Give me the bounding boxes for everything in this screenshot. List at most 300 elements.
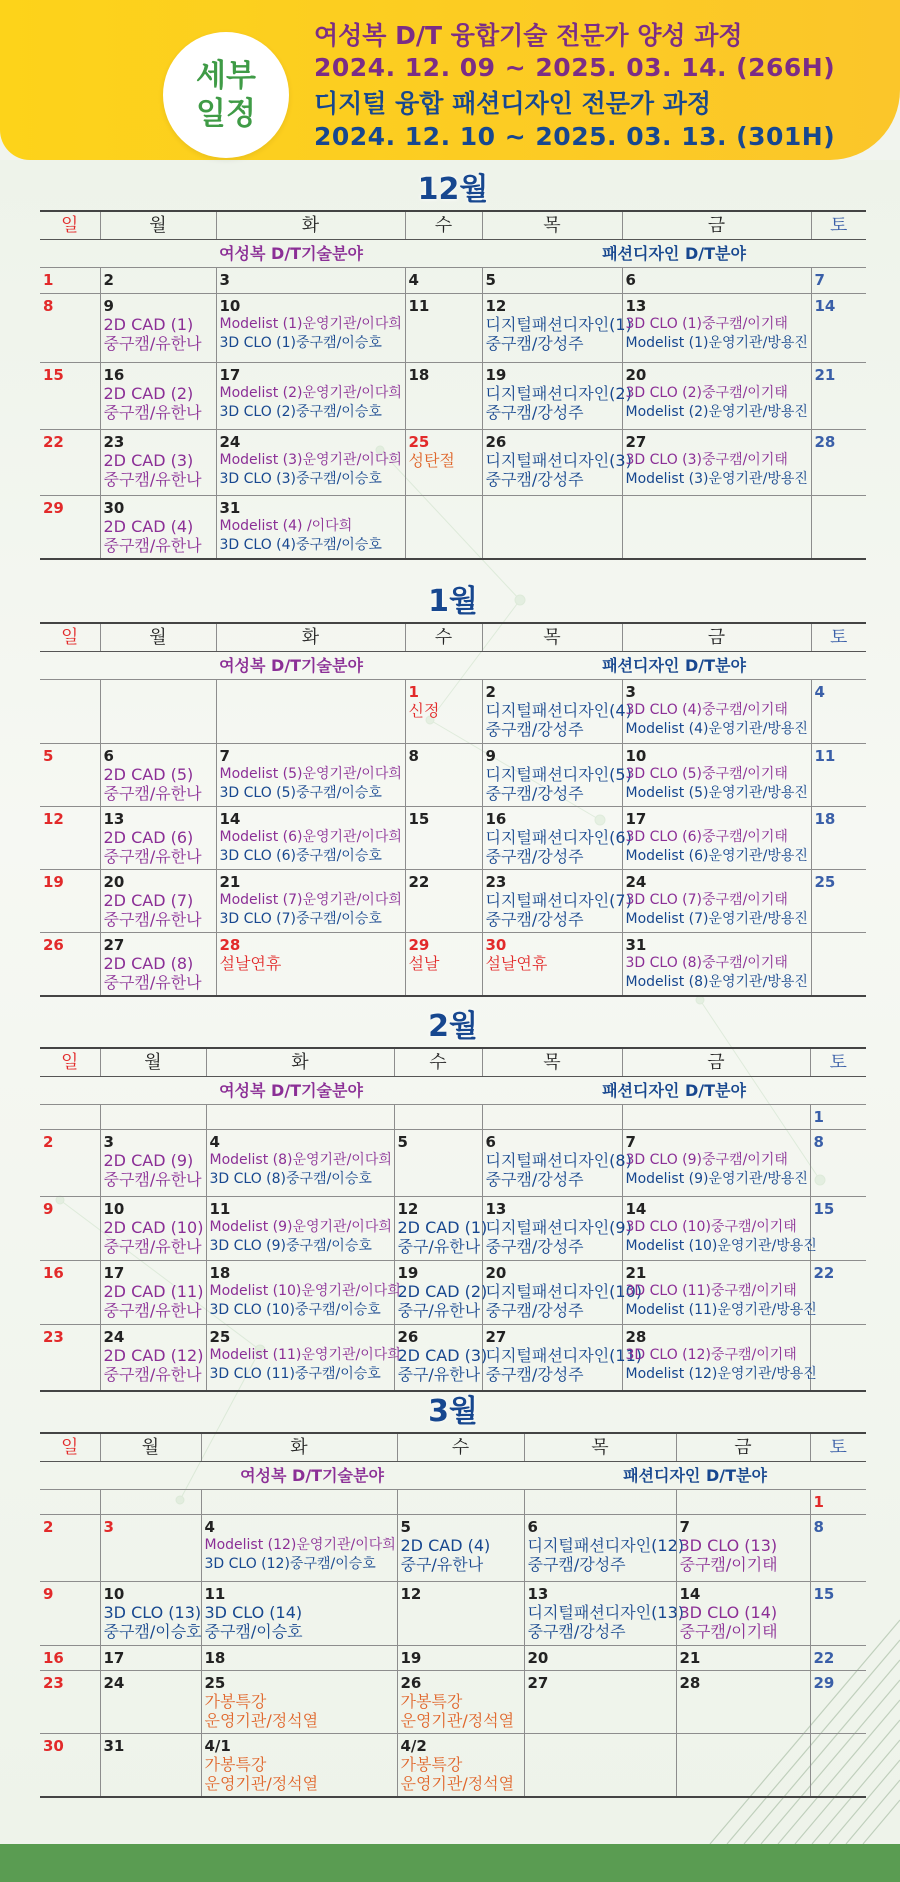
day-number: 11: [814, 746, 836, 765]
day-number: 9: [43, 1199, 54, 1218]
day-cell: [201, 1733, 397, 1797]
day-number: 5: [400, 1517, 411, 1536]
day-cell: [405, 495, 482, 559]
day-number: 13: [625, 296, 647, 315]
event-line: 중구캠/강성주: [485, 1236, 584, 1256]
course-1-title: 여성복 D/T 융합기술 전문가 양성 과정: [314, 21, 743, 50]
day-cell: [216, 932, 405, 996]
day-number: 29: [408, 935, 430, 954]
weekday-header: 화: [216, 623, 405, 651]
event-line: Modelist (1)운영기관/이다희: [219, 315, 402, 332]
badge-line-1: 세부: [196, 58, 256, 94]
course-2-title: 디지털 융합 패션디자인 전문가 과정: [314, 89, 712, 118]
header-banner: [0, 0, 900, 160]
day-cell: [40, 932, 100, 996]
day-number: 19: [397, 1263, 419, 1282]
weekday-header: 토: [810, 1048, 866, 1076]
day-cell: [397, 1733, 524, 1797]
event-line: 운영기관/정석열: [204, 1773, 319, 1793]
day-cell: [622, 743, 811, 806]
day-number: 2: [43, 1517, 54, 1536]
event-line: 3D CLO (11)중구캠/이기태: [625, 1282, 797, 1299]
day-cell: [206, 1196, 394, 1260]
event-line: 3D CLO (14): [679, 1602, 778, 1622]
day-cell: [100, 1489, 201, 1514]
day-number: 3: [103, 1132, 114, 1151]
day-number: 28: [679, 1673, 701, 1692]
calendar-table: [40, 622, 866, 997]
event-line: 설날연휴: [485, 953, 548, 973]
event-line: 3D CLO (2)중구캠/이승호: [219, 403, 382, 420]
day-number: 6: [103, 746, 114, 765]
day-cell: [810, 1670, 866, 1733]
day-cell: [810, 1645, 866, 1670]
day-cell: [100, 1514, 201, 1581]
day-number: 28: [219, 935, 241, 954]
day-cell: [216, 495, 405, 559]
day-cell: [482, 869, 632, 932]
day-cell: [100, 869, 216, 932]
day-number: 3: [625, 682, 636, 701]
week-row: [40, 1104, 866, 1129]
day-number: 21: [625, 1263, 647, 1282]
day-cell: [40, 743, 100, 806]
day-cell: [397, 1514, 524, 1581]
day-number: 1: [813, 1107, 824, 1126]
day-cell: [622, 495, 811, 559]
event-line: 중구캠/이기태: [679, 1621, 778, 1641]
day-cell: [622, 267, 811, 293]
week-row: [40, 1581, 866, 1645]
event-line: Modelist (10)운영기관/방용진: [625, 1237, 817, 1254]
day-number: 31: [219, 498, 241, 517]
day-cell: [206, 1324, 401, 1391]
weekday-header: 월: [100, 1048, 206, 1076]
day-cell: [622, 293, 811, 362]
day-number: 14: [219, 809, 241, 828]
category-row: [40, 1076, 866, 1104]
day-cell: [482, 679, 632, 743]
day-number: 4: [209, 1132, 220, 1151]
day-cell: [40, 1260, 100, 1324]
event-line: Modelist (6)운영기관/방용진: [625, 847, 808, 864]
day-number: 5: [397, 1132, 408, 1151]
month-calendar: [40, 170, 866, 560]
day-number: 24: [103, 1327, 125, 1346]
category-spacer: [40, 1461, 100, 1489]
day-cell: [622, 429, 811, 495]
week-row: [40, 1324, 866, 1391]
event-line: 2D CAD (6): [103, 827, 194, 847]
day-number: 13: [485, 1199, 507, 1218]
day-cell: [622, 932, 811, 996]
day-cell: [622, 869, 811, 932]
day-cell: [405, 932, 482, 996]
event-line: 운영기관/정석열: [204, 1710, 319, 1730]
day-cell: [810, 1514, 866, 1581]
week-row: [40, 869, 866, 932]
event-line: Modelist (3)운영기관/이다희: [219, 451, 402, 468]
day-number: 4: [814, 682, 825, 701]
event-line: Modelist (9)운영기관/이다희: [209, 1218, 392, 1235]
event-line: 2D CAD (10): [103, 1217, 204, 1237]
day-number: 12: [400, 1584, 422, 1603]
day-cell: [811, 869, 866, 932]
day-cell: [206, 1260, 401, 1324]
day-number: 8: [43, 296, 54, 315]
day-number: 20: [485, 1263, 507, 1282]
day-number: 12: [397, 1199, 419, 1218]
day-cell: [810, 1733, 866, 1797]
day-cell: [482, 293, 632, 362]
day-cell: [524, 1670, 676, 1733]
day-cell: [810, 1196, 866, 1260]
event-line: 가봉특강: [400, 1754, 463, 1774]
event-line: 중구캠/유한나: [103, 1364, 202, 1384]
day-number: 22: [43, 432, 64, 451]
event-line: 중구/유한나: [397, 1236, 481, 1256]
day-cell: [100, 806, 216, 869]
day-cell: [622, 679, 811, 743]
day-number: 2: [485, 682, 496, 701]
day-number: 18: [814, 809, 836, 828]
week-row: [40, 1514, 866, 1581]
day-cell: [811, 362, 866, 429]
day-number: 11: [204, 1584, 226, 1603]
day-number: 16: [43, 1263, 64, 1282]
event-line: 2D CAD (1): [397, 1217, 488, 1237]
day-cell: [100, 495, 216, 559]
weekday-header: 토: [811, 623, 866, 651]
week-row: [40, 429, 866, 495]
day-cell: [405, 267, 482, 293]
event-line: 3D CLO (5)중구캠/이승호: [219, 784, 382, 801]
day-number: 11: [209, 1199, 231, 1218]
day-number: 30: [485, 935, 507, 954]
event-line: 중구/유한나: [397, 1364, 481, 1384]
week-row: [40, 1645, 866, 1670]
day-cell: [216, 362, 405, 429]
day-number: 21: [679, 1648, 701, 1667]
category-spacer: [40, 651, 100, 679]
day-cell: [40, 1489, 100, 1514]
day-cell: [206, 1104, 394, 1129]
weekday-header: 수: [397, 1433, 524, 1461]
day-cell: [397, 1670, 524, 1733]
day-number: 27: [625, 432, 647, 451]
day-cell: [40, 1104, 100, 1129]
day-cell: [216, 869, 405, 932]
day-cell: [216, 743, 405, 806]
day-number: 16: [103, 365, 125, 384]
course-info: [314, 20, 835, 153]
day-cell: [100, 1670, 201, 1733]
weekday-header: 월: [100, 211, 216, 239]
day-cell: [405, 869, 482, 932]
weekday-header: 일: [40, 623, 100, 651]
day-number: 17: [625, 809, 647, 828]
day-number: 31: [103, 1736, 125, 1755]
weekday-header: 토: [811, 211, 866, 239]
week-row: [40, 1733, 866, 1797]
weekday-header: 금: [622, 623, 811, 651]
event-line: 2D CAD (5): [103, 764, 194, 784]
day-number: 14: [679, 1584, 701, 1603]
event-line: 2D CAD (11): [103, 1281, 204, 1301]
event-line: 디지털패션디자인(3): [485, 450, 632, 470]
day-number: 29: [43, 498, 64, 517]
day-cell: [811, 679, 866, 743]
event-line: 중구/유한나: [400, 1554, 484, 1574]
day-cell: [40, 1581, 100, 1645]
weekday-header: 목: [524, 1433, 676, 1461]
month-calendar: [40, 1007, 866, 1392]
day-number: 28: [625, 1327, 647, 1346]
event-line: 가봉특강: [204, 1754, 267, 1774]
category-right: 패션디자인 D/T분야: [524, 1461, 866, 1489]
event-line: 2D CAD (3): [397, 1345, 488, 1365]
day-cell: [482, 743, 632, 806]
event-line: 중구캠/강성주: [485, 909, 584, 929]
day-cell: [405, 362, 482, 429]
event-line: Modelist (6)운영기관/이다희: [219, 828, 402, 845]
weekday-header: 일: [40, 211, 100, 239]
day-number: 23: [43, 1327, 64, 1346]
event-line: Modelist (2)운영기관/이다희: [219, 384, 402, 401]
day-cell: [811, 495, 866, 559]
event-line: 3D CLO (6)중구캠/이승호: [219, 847, 382, 864]
weekday-header-row: [40, 1048, 866, 1076]
event-line: Modelist (11)운영기관/이다희: [209, 1346, 401, 1363]
day-cell: [100, 1733, 201, 1797]
day-number: 7: [625, 1132, 636, 1151]
day-number: 25: [204, 1673, 226, 1692]
event-line: 중구캠/유한나: [103, 1169, 202, 1189]
day-cell: [676, 1581, 810, 1645]
weekday-header: 금: [622, 211, 811, 239]
day-cell: [40, 1670, 100, 1733]
day-number: 25: [408, 432, 430, 451]
day-number: 26: [485, 432, 507, 451]
weekday-header: 목: [482, 623, 622, 651]
event-line: Modelist (1)운영기관/방용진: [625, 334, 808, 351]
day-cell: [206, 1129, 394, 1196]
event-line: 중구캠/강성주: [485, 719, 584, 739]
category-row: [40, 651, 866, 679]
day-cell: [622, 806, 811, 869]
day-number: 14: [625, 1199, 647, 1218]
day-cell: [100, 429, 216, 495]
day-cell: [216, 267, 405, 293]
day-cell: [811, 429, 866, 495]
day-cell: [201, 1489, 397, 1514]
day-number: 12: [43, 809, 64, 828]
day-cell: [216, 429, 405, 495]
week-row: [40, 362, 866, 429]
event-line: 3D CLO (14): [204, 1602, 303, 1622]
event-line: 3D CLO (13): [679, 1535, 778, 1555]
event-line: 3D CLO (8)중구캠/이기태: [625, 954, 788, 971]
day-cell: [405, 293, 482, 362]
event-line: 중구캠/유한나: [103, 783, 202, 803]
event-line: 중구캠/유한나: [103, 333, 202, 353]
day-number: 9: [103, 296, 114, 315]
event-line: 3D CLO (10)중구캠/이기태: [625, 1218, 797, 1235]
event-line: 2D CAD (1): [103, 314, 194, 334]
day-cell: [622, 1104, 810, 1129]
day-cell: [622, 1260, 817, 1324]
day-number: 21: [814, 365, 836, 384]
category-row: [40, 239, 866, 267]
event-line: Modelist (3)운영기관/방용진: [625, 470, 808, 487]
event-line: 2D CAD (2): [397, 1281, 488, 1301]
day-number: 2: [43, 1132, 54, 1151]
weekday-header: 월: [100, 1433, 201, 1461]
event-line: 중구캠/이승호: [103, 1621, 202, 1641]
day-cell: [482, 429, 632, 495]
day-number: 31: [625, 935, 647, 954]
event-line: 성탄절: [408, 450, 455, 470]
event-line: 디지털패션디자인(9): [485, 1217, 632, 1237]
day-number: 15: [813, 1199, 835, 1218]
day-cell: [40, 429, 100, 495]
weekday-header: 일: [40, 1433, 100, 1461]
event-line: 2D CAD (4): [400, 1535, 491, 1555]
event-line: 중구캠/강성주: [527, 1554, 626, 1574]
day-cell: [405, 743, 482, 806]
event-line: 2D CAD (12): [103, 1345, 204, 1365]
calendar-table: [40, 1432, 866, 1798]
day-cell: [216, 679, 405, 743]
event-line: 디지털패션디자인(7): [485, 890, 632, 910]
calendar-table: [40, 1047, 866, 1392]
day-number: 2: [103, 270, 114, 289]
day-number: 8: [408, 746, 419, 765]
day-number: 12: [485, 296, 507, 315]
weekday-header: 수: [394, 1048, 482, 1076]
day-number: 16: [43, 1648, 64, 1667]
day-cell: [100, 679, 216, 743]
day-cell: [40, 1514, 100, 1581]
day-cell: [40, 362, 100, 429]
event-line: 3D CLO (1)중구캠/이기태: [625, 315, 788, 332]
day-cell: [40, 495, 100, 559]
event-line: 중구캠/강성주: [485, 469, 584, 489]
day-number: 28: [814, 432, 836, 451]
day-cell: [811, 743, 866, 806]
week-row: [40, 1489, 866, 1514]
day-number: 8: [813, 1132, 824, 1151]
day-cell: [201, 1670, 397, 1733]
day-cell: [810, 1260, 866, 1324]
day-cell: [524, 1645, 676, 1670]
day-number: 23: [43, 1673, 64, 1692]
day-number: 26: [397, 1327, 419, 1346]
weekday-header: 월: [100, 623, 216, 651]
day-cell: [100, 362, 216, 429]
day-number: 10: [625, 746, 647, 765]
day-number: 30: [43, 1736, 64, 1755]
event-line: 3D CLO (5)중구캠/이기태: [625, 765, 788, 782]
day-number: 30: [103, 498, 125, 517]
event-line: 2D CAD (7): [103, 890, 194, 910]
week-row: [40, 495, 866, 559]
category-right: 패션디자인 D/T분야: [482, 651, 866, 679]
event-line: Modelist (7)운영기관/이다희: [219, 891, 402, 908]
day-number: 6: [527, 1517, 538, 1536]
event-line: 중구캠/유한나: [103, 1236, 202, 1256]
day-cell: [622, 362, 811, 429]
event-line: 운영기관/정석열: [400, 1773, 515, 1793]
day-cell: [810, 1129, 866, 1196]
event-line: Modelist (7)운영기관/방용진: [625, 910, 808, 927]
event-line: 디지털패션디자인(5): [485, 764, 632, 784]
day-cell: [482, 1104, 622, 1129]
day-number: 6: [485, 1132, 496, 1151]
event-line: 3D CLO (13): [103, 1602, 202, 1622]
day-number: 15: [408, 809, 430, 828]
event-line: Modelist (4) /이다희: [219, 517, 353, 534]
event-line: 3D CLO (3)중구캠/이승호: [219, 470, 382, 487]
day-cell: [676, 1645, 810, 1670]
category-spacer: [40, 239, 100, 267]
day-cell: [394, 1260, 488, 1324]
day-number: 3: [219, 270, 230, 289]
day-number: 4: [408, 270, 419, 289]
event-line: Modelist (5)운영기관/이다희: [219, 765, 402, 782]
event-line: 3D CLO (4)중구캠/이승호: [219, 536, 382, 553]
day-cell: [676, 1670, 810, 1733]
week-row: [40, 1129, 866, 1196]
day-number: 10: [103, 1199, 125, 1218]
day-cell: [100, 743, 216, 806]
event-line: 중구캠/유한나: [103, 1300, 202, 1320]
day-cell: [811, 293, 866, 362]
event-line: 중구캠/유한나: [103, 535, 202, 555]
day-cell: [100, 1581, 201, 1645]
day-number: 25: [209, 1327, 231, 1346]
event-line: 3D CLO (9)중구캠/이승호: [209, 1237, 372, 1254]
day-cell: [676, 1514, 810, 1581]
event-line: 3D CLO (10)중구캠/이승호: [209, 1301, 381, 1318]
weekday-header-row: [40, 1433, 866, 1461]
day-cell: [524, 1733, 676, 1797]
week-row: [40, 1196, 866, 1260]
day-cell: [216, 293, 405, 362]
day-cell: [405, 429, 482, 495]
day-number: 7: [814, 270, 825, 289]
day-number: 26: [43, 935, 64, 954]
schedule-badge: [163, 32, 289, 158]
day-number: 10: [103, 1584, 125, 1603]
event-line: 중구캠/유한나: [103, 469, 202, 489]
event-line: 가봉특강: [400, 1691, 463, 1711]
day-number: 4: [204, 1517, 215, 1536]
weekday-header-row: [40, 211, 866, 239]
week-row: [40, 267, 866, 293]
day-number: 27: [527, 1673, 549, 1692]
day-cell: [482, 495, 622, 559]
event-line: 3D CLO (2)중구캠/이기태: [625, 384, 788, 401]
event-line: 3D CLO (9)중구캠/이기태: [625, 1151, 788, 1168]
event-line: 디지털패션디자인(1): [485, 314, 632, 334]
day-number: 5: [43, 746, 54, 765]
event-line: 중구캠/강성주: [527, 1621, 626, 1641]
day-cell: [622, 1129, 810, 1196]
weekday-header: 금: [622, 1048, 810, 1076]
day-cell: [811, 932, 866, 996]
day-cell: [524, 1514, 684, 1581]
